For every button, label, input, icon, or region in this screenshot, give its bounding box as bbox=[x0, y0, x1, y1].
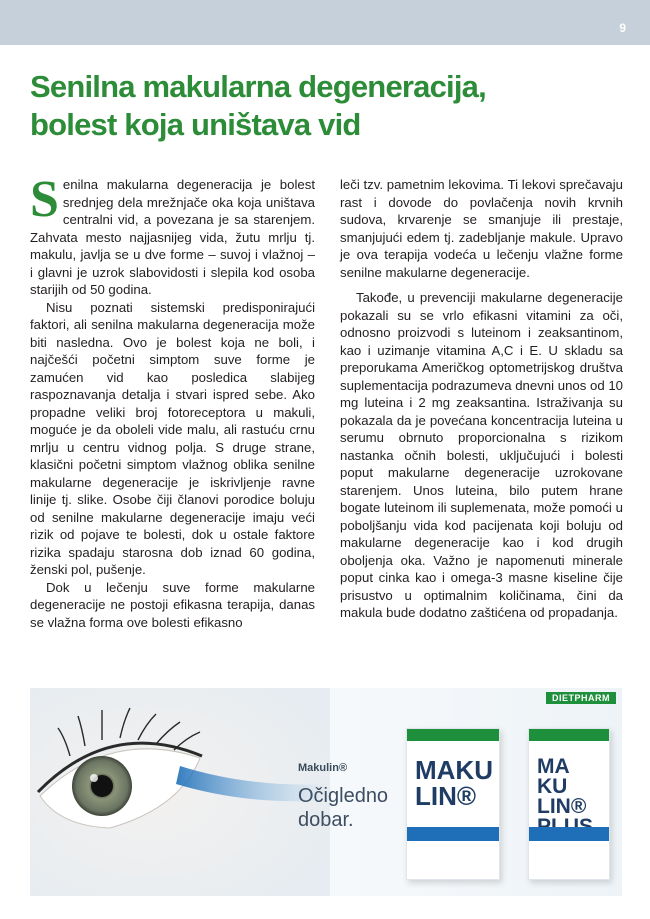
box-name-line: LIN® bbox=[415, 781, 477, 811]
drop-cap: S bbox=[30, 171, 59, 228]
paragraph: leči tzv. pametnim lekovima. Ti lekovi sprečavaju rast i dovode do povlačenja novih krvnih sudova, krvarenje se smanjuje ili prestaje, smanjujući edem tj. zadebljanje makule. Upravo je ova terapija vodeća u lečenju vlažne forme senilne makularne degeneracije. bbox=[340, 177, 623, 280]
article-title bbox=[30, 68, 630, 144]
header-bar bbox=[0, 0, 650, 45]
eye-image bbox=[30, 688, 330, 896]
page-number: 9 bbox=[619, 21, 626, 35]
paragraph-text: enilna makularna degeneracija je bolest srednjeg dela mrežnjače oka koja uništava centralni vid, a povezana je sa starenjem. Zahvata mesto najjasnijeg vida, žutu mrlju tj. makulu, javlja se u dve forme – suvoj i vlažnoj – i glavni je uzrok slabovidosti i slepila kod osoba starijih od 50 godina. bbox=[30, 177, 315, 297]
product-box-makulin bbox=[406, 728, 500, 880]
title-line-2: bolest koja uništava vid bbox=[30, 107, 361, 142]
box-name-line: MAKU bbox=[415, 755, 493, 785]
box-name-line: KU bbox=[537, 775, 568, 798]
box-name-line: LIN® bbox=[537, 795, 587, 818]
paragraph: Dok u lečenju suve forme makularne degeneracije ne postoji efikasna terapija, danas se vlažna forma ove bolesti efikasno bbox=[30, 579, 315, 630]
left-column bbox=[30, 171, 315, 631]
box-stripe bbox=[407, 729, 499, 741]
product-brand: Makulin® bbox=[298, 762, 348, 774]
ad-slogan bbox=[298, 784, 388, 832]
product-box-makulin-plus bbox=[528, 728, 610, 880]
paragraph bbox=[30, 171, 315, 299]
company-logo: DIETPHARM bbox=[546, 692, 616, 704]
paragraph: Takođe, u prevenciji makularne degeneracije pokazali su se vrlo efikasni vitamini za oči, odnosno proizvodi s luteinom i zeaksantinom, kao i uzimanje vitamina A,C i E. U skladu sa preporukama Američkog optometrijskog društva suplementacija podrazumeva dnevni unos od 10 mg luteina i 2 mg zeaksantina. Istraživanja su pokazala da je povećana koncentracija luteina u serumu obrnuto proporcionalna s rizikom nastanka očnih bolesti, uključujući i bolesti poput makularne degeneracije uzrokovane starenjem. Unos luteina, bilo putem hrane bogate luteinom ili suplemenata, može pomoći u poboljšanju vida kod pacijenata koji boluju od makularne degeneracije kao i kod drugih oboljenja oka. Važno je napomenuti minerale poput cinka kao i omega-3 masne kiseline čije prisustvo u optimalnim količinama, čini da makula bude dodatno zaštićena od propadanja. bbox=[340, 290, 623, 620]
box-band bbox=[529, 827, 609, 841]
product-box-name bbox=[415, 757, 493, 809]
product-box-name bbox=[537, 757, 593, 837]
right-column bbox=[340, 176, 623, 622]
paragraph: Nisu poznati sistemski predisponirajući faktori, ali senilna makularna degeneracija može biti nasledna. Ovo je bolest koja ne boli, i najčešći početni simptom suve forme je zamućen vid kao posledica slabijeg raspoznavanja detalja i stvari ispred sebe. Ako propadne veliki broj fotoreceptora u makuli, moguće je da oboleli vide malu, ali rastuću crnu mrlju u centru vidnog polja. S druge strane, klasični početni simptom vlažnog oblika senilne makularne degeneracije je iskrivljenje ravne linije tj. slike. Osobe čiji članovi porodice boluju od senilne makularne degeneracije imaju veći rizik od pojave te bolesti, dok u ostale faktore rizika spadaju starosna dob iznad 60 godina, ženski pol, pušenje. bbox=[30, 299, 315, 577]
title-line-1: Senilna makularna degeneracija, bbox=[30, 69, 486, 104]
advertisement-banner bbox=[30, 688, 622, 896]
box-name-line: MA bbox=[537, 755, 570, 778]
slogan-line-1: Očigledno bbox=[298, 785, 389, 807]
box-band bbox=[407, 827, 499, 841]
slogan-line-2: dobar. bbox=[298, 809, 354, 831]
box-stripe bbox=[529, 729, 609, 741]
